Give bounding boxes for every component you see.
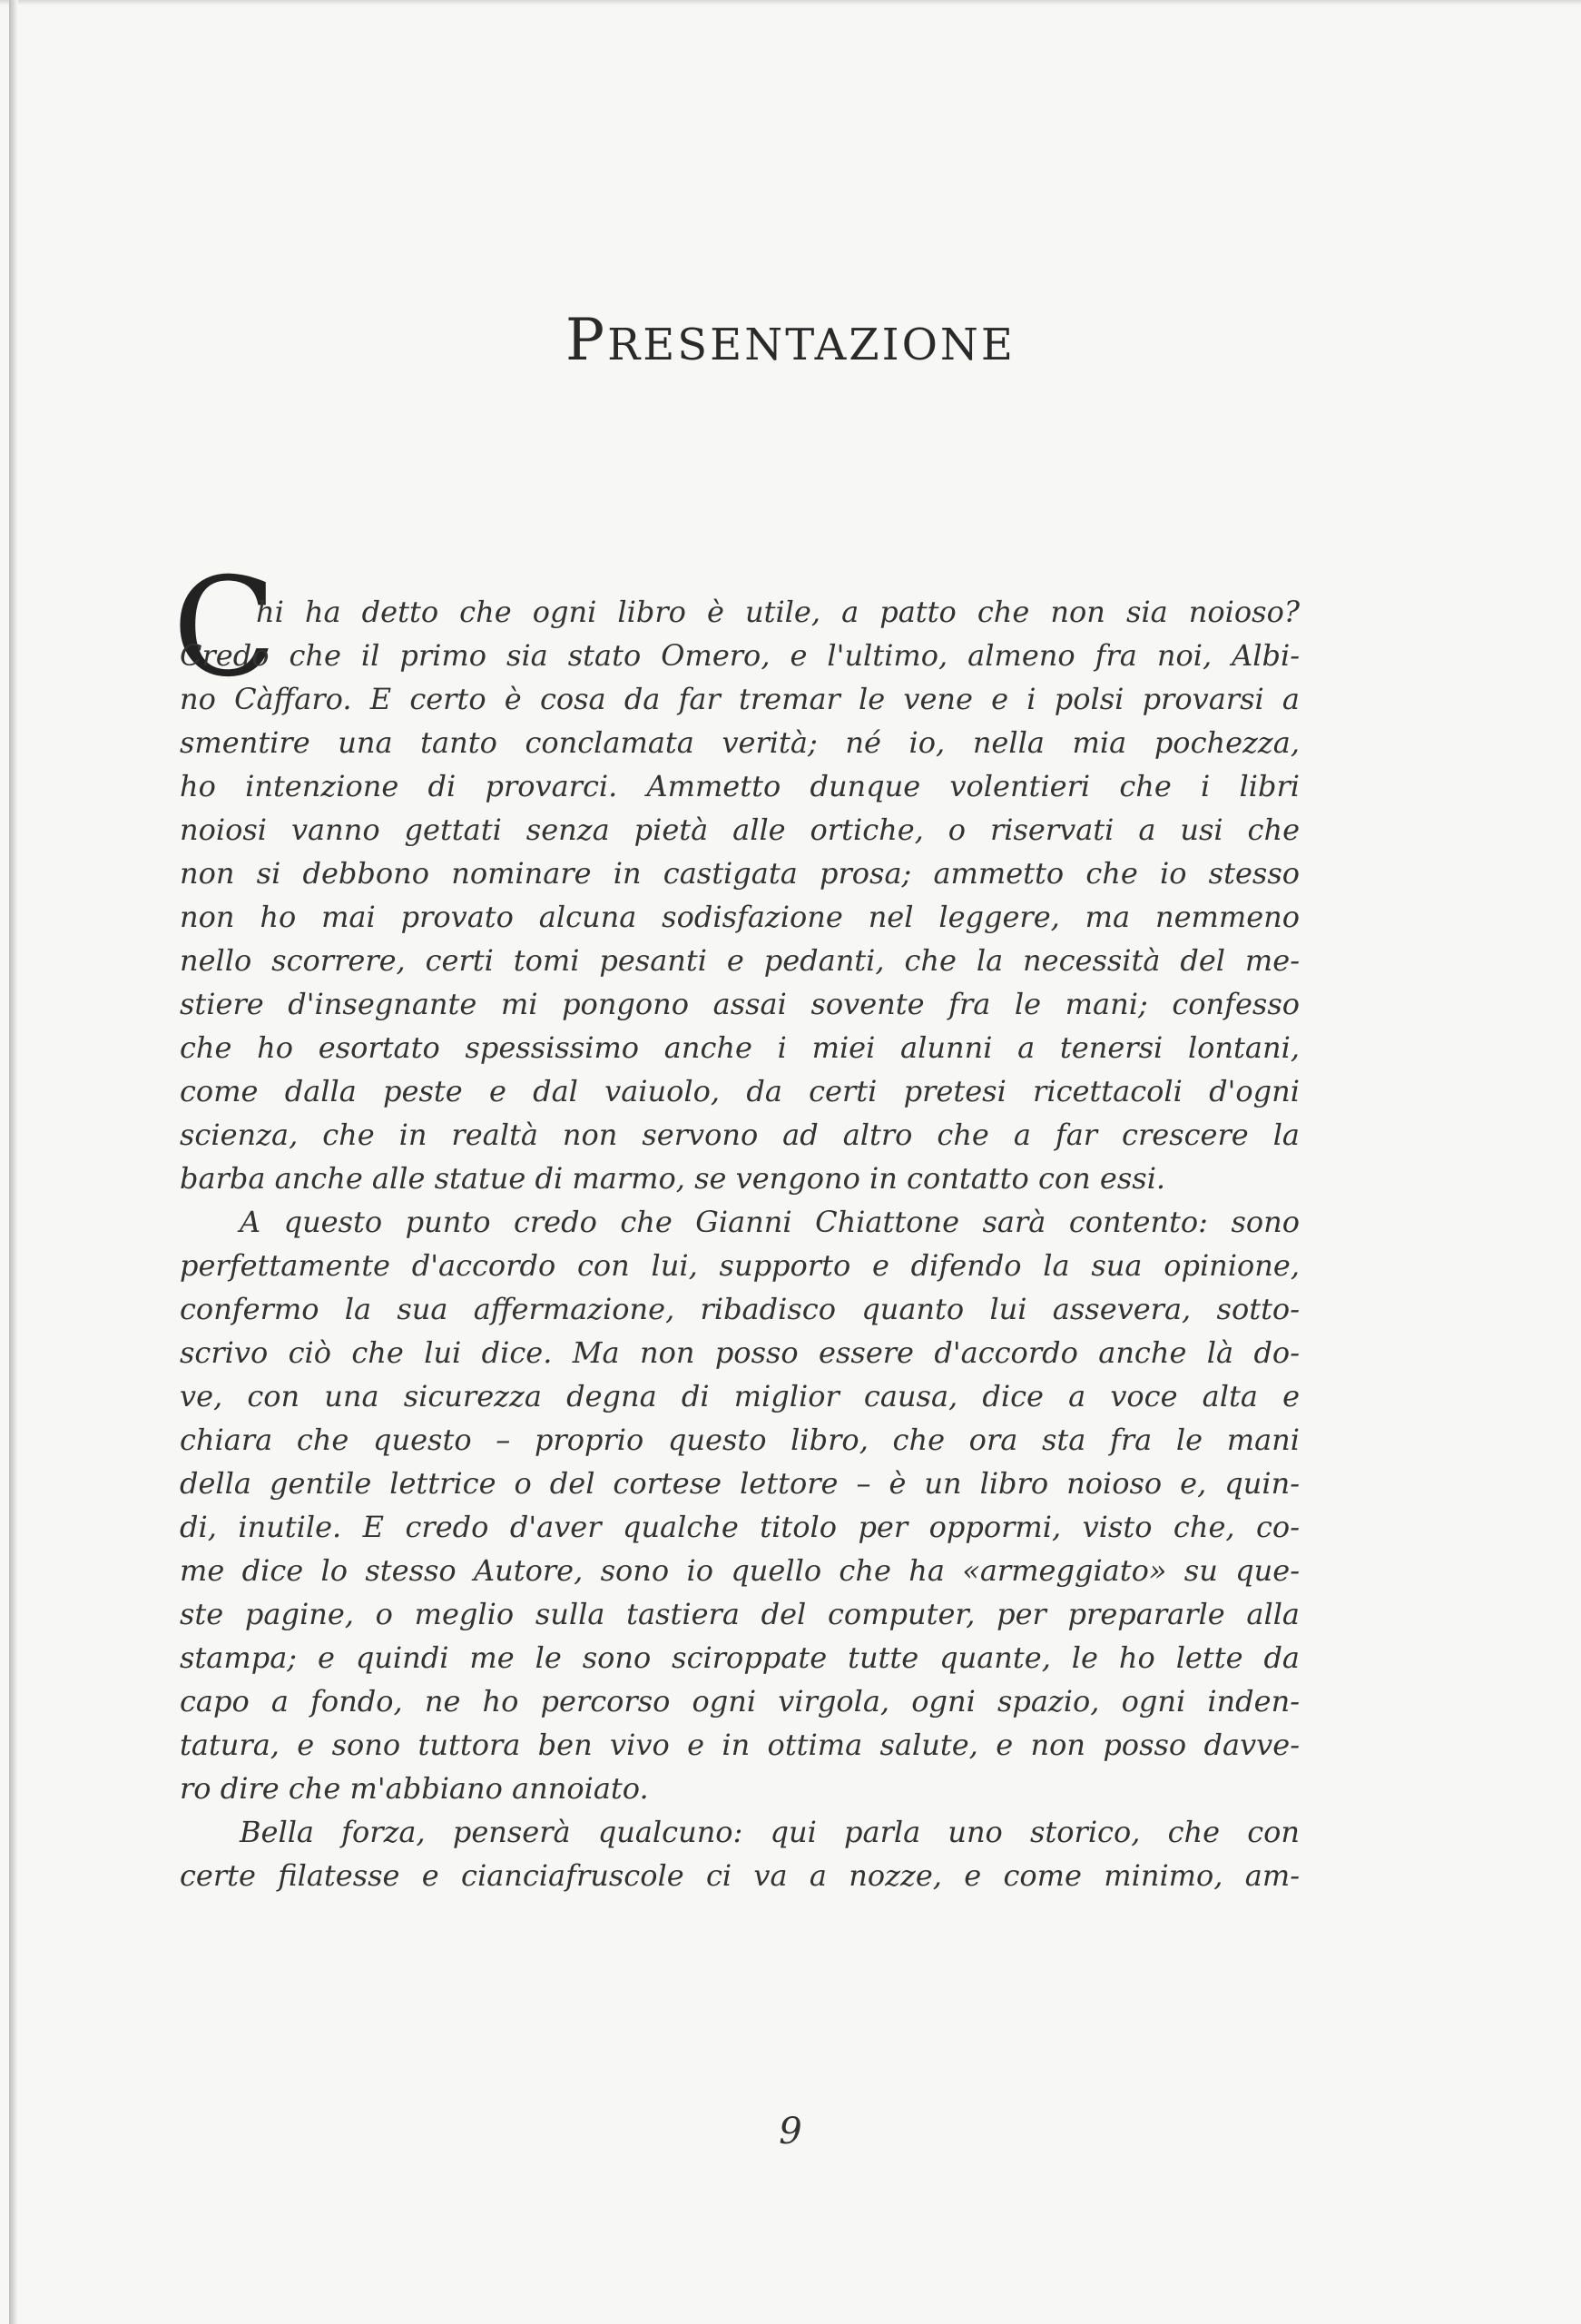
body-text — [172, 549, 1300, 1897]
text-line: che ho esortato spessissimo anche i miei alunni a tenersi lontani, — [180, 1030, 1300, 1065]
page-top-edge — [0, 0, 1581, 5]
text-line: smentire una tanto conclamata verità; né io, nella mia pochezza, — [180, 725, 1300, 760]
text-line: tatura, e sono tuttora ben vivo e in ottima salute, e non posso davve- — [180, 1728, 1300, 1762]
text-line: stampa; e quindi me le sono sciroppate tutte quante, le ho lette da — [180, 1640, 1300, 1675]
text-line: come dalla peste e dal vaiuolo, da certi pretesi ricettacoli d'ogni — [180, 1074, 1300, 1108]
text-line: non si debbono nominare in castigata prosa; ammetto che io stesso — [180, 856, 1300, 891]
text-line: scienza, che in realtà non servono ad altro che a far crescere la — [180, 1118, 1300, 1152]
text-line: hi ha detto che ogni libro è utile, a patto che non sia noioso? — [256, 595, 1300, 629]
text-line: confermo la sua affermazione, ribadisco quanto lui assevera, sotto- — [180, 1292, 1300, 1326]
text-line: nello scorrere, certi tomi pesanti e pedanti, che la necessità del me- — [180, 943, 1300, 978]
text-line: ho intenzione di provarci. Ammetto dunque volentieri che i libri — [180, 769, 1300, 803]
text-line: ve, con una sicurezza degna di miglior causa, dice a voce alta e — [180, 1379, 1300, 1413]
text-line: della gentile lettrice o del cortese lettore – è un libro noioso e, quin- — [180, 1466, 1300, 1501]
text-line: ste pagine, o meglio sulla tastiera del computer, per prepararle alla — [180, 1597, 1300, 1631]
text-line: certe filatesse e cianciafruscole ci va a nozze, e come minimo, am- — [180, 1858, 1300, 1893]
text-line: di, inutile. E credo d'aver qualche titolo per oppormi, visto che, co- — [180, 1510, 1300, 1544]
page-number: 9 — [779, 2111, 802, 2152]
text-line: Credo che il primo sia stato Omero, e l'ultimo, almeno fra noi, Albi- — [180, 638, 1300, 673]
text-line: perfettamente d'accordo con lui, supporto e difendo la sua opinione, — [180, 1248, 1300, 1283]
text-line: stiere d'insegnante mi pongono assai sovente fra le mani; confesso — [180, 987, 1300, 1021]
text-line: Bella forza, penserà qualcuno: qui parla uno storico, che con — [240, 1815, 1300, 1849]
text-lines — [180, 590, 1300, 1897]
text-line: A questo punto credo che Gianni Chiattone sarà contento: sono — [240, 1205, 1300, 1239]
text-line: me dice lo stesso Autore, sono io quello che ha «armeggiato» su que- — [180, 1553, 1300, 1588]
text-line: ro dire che m'abbiano annoiato. — [180, 1771, 649, 1806]
chapter-title-initial: P — [565, 307, 608, 374]
text-line: chiara che questo – proprio questo libro, che ora sta fra le mani — [180, 1423, 1300, 1457]
text-line: non ho mai provato alcuna sodisfazione nel leggere, ma nemmeno — [180, 900, 1300, 934]
text-line: scrivo ciò che lui dice. Ma non posso essere d'accordo anche là do- — [180, 1335, 1300, 1370]
drop-cap: C — [172, 549, 277, 707]
chapter-title — [0, 307, 1581, 389]
chapter-title-rest: RESENTAZIONE — [607, 320, 1016, 370]
text-line: noiosi vanno gettati senza pietà alle ortiche, o riservati a usi che — [180, 812, 1300, 847]
text-line: barba anche alle statue di marmo, se vengono in contatto con essi. — [180, 1161, 1166, 1196]
text-line: no Càffaro. E certo è cosa da far tremar le vene e i polsi provarsi a — [180, 682, 1300, 716]
text-line: capo a fondo, ne ho percorso ogni virgola, ogni spazio, ogni inden- — [180, 1684, 1300, 1718]
